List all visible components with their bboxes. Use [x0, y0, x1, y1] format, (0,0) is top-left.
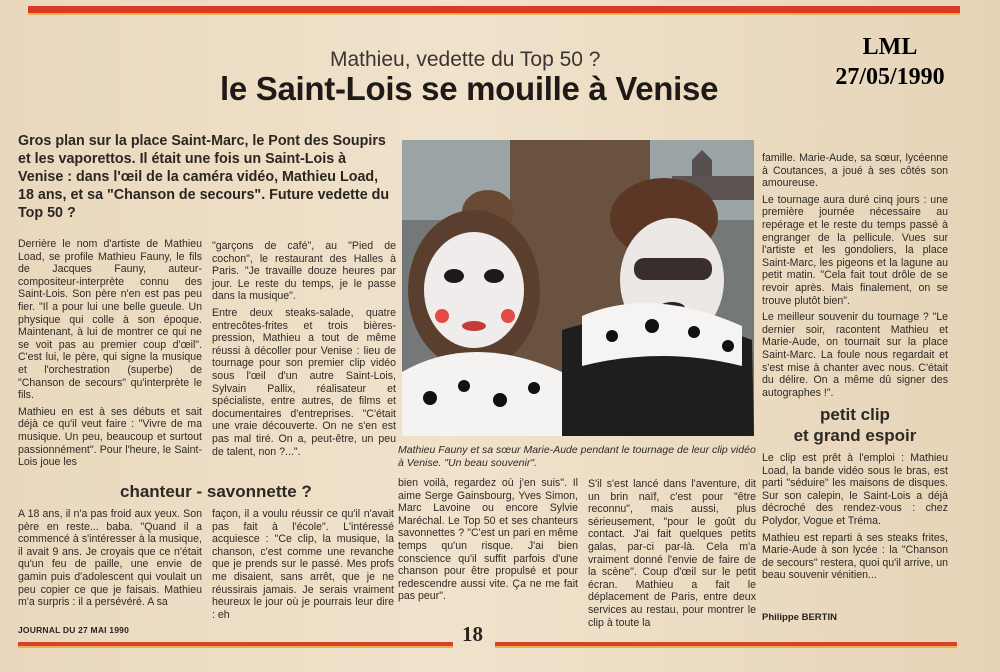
- subheading-petit-clip: [762, 404, 948, 446]
- paragraph: Derrière le nom d'artiste de Mathieu Load, se profile Mathieu Fauny, le fils de Jacques Fauny, auteur-compositeur-interprète connu des Saint-Lois. Son père n'en est pas peu fier. "Il a pour lui une belle gueule. Un physique qui colle à son époque. Maintenant, à lui de montrer ce qui ne se voit pas au premier coup d'œil". C'est lui, le père, qui signe la musique et l'orchestration (superbe) de "Chanson de secours" qu'interprète le fils.: [18, 238, 202, 402]
- paragraph: Mathieu en est à ses débuts et sait déjà ce qu'il veut faire : "Vivre de ma musique. Un peu, beaucoup et surtout passionnément". Pour l'heure, le Saint-Lois joue les: [18, 405, 202, 469]
- footer-rule-left: [18, 642, 453, 648]
- stamp-line-2: 27/05/1990: [835, 64, 945, 90]
- column-4-bottom: [762, 452, 948, 586]
- column-bottom-1: [18, 508, 202, 613]
- paragraph: S'il s'est lancé dans l'aventure, dit un brin naïf, c'est pour "être reconnu", mais aussi, plus sérieusement, "pour le goût du contact. J'ai fait quelques petits galas, par-ci par-là. Cela m'a vraiment donné l'envie de faire de la scène". Coup d'œil sur le petit écran. Mathieu a fait le déplacement de Paris, entre deux services au restau, pour montrer le clip à toute la: [588, 478, 756, 629]
- footer-rule-right: [495, 642, 957, 648]
- paragraph: bien voilà, regardez où j'en suis". Il aime Serge Gainsbourg, Yves Simon, Marc Lavoine ou encore Sylvie Maréchal. Le Top 50 et ses chanteurs savonnettes ? "C'est un pari en même temps qu'un risque. J'ai bien conscience qu'il suffit parfois d'une chanson pour être propulsé et pour redescendre aussi vite. Ça ne me fait pas peur".: [398, 477, 578, 603]
- article-kicker: Mathieu, vedette du Top 50 ?: [330, 48, 601, 71]
- article-photo: [402, 140, 754, 436]
- paragraph: Mathieu est reparti à ses steaks frites, Marie-Aude à son lycée : la "Chanson de secours" restera, quoi qu'il arrive, un beau souvenir vénitien...: [762, 531, 948, 582]
- paragraph: Le tournage aura duré cinq jours : une première journée nécessaire au repérage et le reste du temps passé à engranger de la pellicule. Vues sur l'artiste et les gondoliers, la place Saint-Marc, les pigeons et la lagune au petit matin. "Cela fait tout drôle de se revoir après. Mais finalement, on se trouve plutôt bien".: [762, 193, 948, 307]
- column-4: [762, 152, 948, 403]
- paragraph: "garçons de café", au "Pied de cochon", le restaurant des Halles à Paris. "Je travaille douze heures par jour. Le reste du temps, je le passe dans la musique".: [212, 240, 396, 303]
- author-signature: Philippe BERTIN: [762, 612, 837, 623]
- paragraph: famille. Marie-Aude, sa sœur, lycéenne à Coutances, a joué à ses côtés son amoureuse.: [762, 152, 948, 190]
- paragraph: Le meilleur souvenir du tournage ? "Le dernier soir, racontent Mathieu et Marie-Aude, on tournait sur la place Saint-Marc. La foule nous regardait et s'est mise à chanter avec nous. C'était du délire. On a même dû signer des autographes !".: [762, 311, 948, 399]
- stamp-line-1: LML: [862, 34, 918, 60]
- subheading-line: et grand espoir: [793, 426, 917, 445]
- archive-stamp: [800, 32, 980, 92]
- subheading-line: petit clip: [820, 405, 890, 424]
- paragraph: façon, il a voulu réussir ce qu'il n'avait pas fait à l'école". L'intéressé acquiesce : "Ce clip, la musique, la chanson, c'est comme une revanche que je prends sur le passé. Mes profs me disaient, sans arrêt, que je ne réussirais jamais. Je serais vraiment heureux le jour où je pourrais leur dire : eh: [212, 508, 394, 621]
- column-bottom-2: [212, 508, 394, 625]
- column-bottom-4: [588, 478, 756, 633]
- column-bottom-3: [398, 477, 578, 607]
- column-2: [212, 240, 396, 462]
- top-color-rule: [28, 6, 960, 15]
- subheading-chanteur: chanteur - savonnette ?: [120, 482, 312, 501]
- paragraph: Entre deux steaks-salade, quatre entrecôtes-frites et trois bières-pression, Mathieu a tout de même réussi à décoller pour Venise : lieu de tournage pour son premier clip vidéo sous l'œil d'un autre Saint-Lois, Sylvain Pallix, réalisateur et spécialiste, entre autres, de films et documentaires d'entreprises. "C'était une vraie découverte. On ne s'en est pas mal tiré. On a, peut-être, un peu de talent, non ?...".: [212, 306, 396, 458]
- footer-date: JOURNAL DU 27 MAI 1990: [18, 625, 129, 635]
- article-lead: Gros plan sur la place Saint-Marc, le Pont des Soupirs et les vaporettos. Il était une fois un Saint-Lois à Venise : dans l'œil de la caméra vidéo, Mathieu Load, 18 ans, et sa "Chanson de secours". Future vedette du Top 50 ?: [18, 133, 390, 221]
- column-1: [18, 238, 202, 473]
- paragraph: A 18 ans, il n'a pas froid aux yeux. Son père en reste... baba. "Quand il a commencé à s'intéresser à la musique, il avait 9 ans. Je croyais que ce n'était qu'un feu de paille, une envie de gamin puis d'adolescent qui voulait un peu copier ce que je faisais. Mathieu m'a surpris : il a persévéré. A sa: [18, 508, 202, 609]
- paragraph: Le clip est prêt à l'emploi : Mathieu Load, la bande vidéo sous le bras, est parti "séduire" les maisons de disques. Sur son calepin, le Saint-Lois a déjà décroché des rendez-vous : chez Polydor, Vogue et Tréma.: [762, 452, 948, 527]
- page-number: 18: [462, 622, 483, 646]
- photo-caption: Mathieu Fauny et sa sœur Marie-Aude pendant le tournage de leur clip vidéo à Venise. "Un beau souvenir".: [398, 444, 756, 469]
- article-headline: le Saint-Lois se mouille à Venise: [220, 70, 719, 107]
